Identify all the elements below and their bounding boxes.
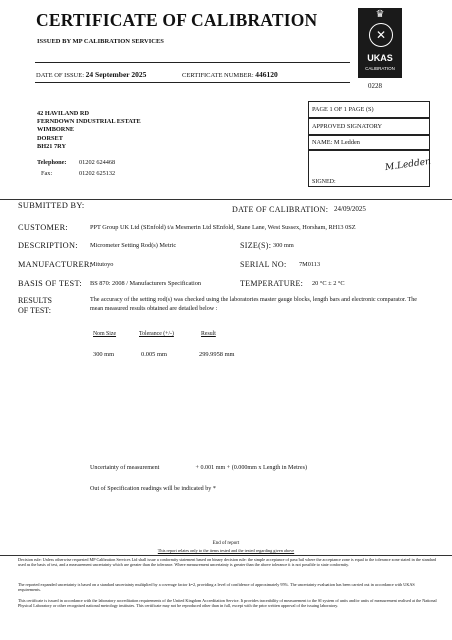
ukas-number: 0228 [368, 82, 382, 90]
page-count: PAGE 1 OF 1 PAGE (S) [308, 101, 430, 118]
basis-of-test-label: BASIS OF TEST: [18, 279, 83, 288]
sizes-label: SIZE(S): [240, 241, 272, 250]
decision-rule: Decision rule: Unless otherwise requested MP Calibration Services Ltd shall issue a conformity statement based on binary decision rule: the simple acceptance of pass/fail where the acceptance zone is equal to the tolerance zone stated in the standard used as the basis of test, and a measurement uncertainty which are greater than the tolerance. Where measurement uncertainty is greater than the above tolerance it is not possible to state conformity. [18, 557, 437, 568]
header-rule-bottom [35, 82, 350, 83]
uncertainty-label: Uncertainty of measurement [90, 465, 160, 471]
certificate-number-value: 446120 [255, 70, 278, 79]
certificate-number [182, 70, 278, 79]
description-label: DESCRIPTION: [18, 241, 78, 250]
date-of-issue-label: DATE OF ISSUE: [36, 72, 85, 79]
results-label [18, 296, 52, 316]
fax-label: Fax: [41, 170, 53, 177]
manufacturer-value: Mitutoyo [90, 261, 114, 268]
fax-value: 01202 625132 [79, 170, 116, 177]
signed-label: SIGNED: [312, 179, 336, 185]
traceability-note: This certificate is issued in accordance with the laboratory accreditation requirements of the United Kingdom Accreditation Service. It provides traceability of measurement to the SI system of units and/or units of measurement realised at the National Physical Laboratory or other recognised national metrology institutes. This certificate may not be reproduced other than in full, except with the prior written approval of the issuing laboratory. [18, 598, 437, 609]
date-of-issue-value: 24 September 2025 [85, 70, 147, 79]
submitted-by-label: SUBMITTED BY: [18, 201, 85, 210]
table-cell: 299.9958 mm [199, 351, 235, 358]
signature-box [308, 150, 430, 187]
section-divider [0, 199, 452, 200]
table-cell: 0.005 mm [141, 351, 167, 358]
ukas-sub: CALIBRATION [365, 66, 395, 71]
signatory-name: NAME: M Ledden [308, 135, 430, 150]
column-header: Nom Size [93, 331, 117, 337]
crown-icon: ♛ [375, 9, 385, 20]
header-rule-top [35, 62, 350, 63]
certificate-title: CERTIFICATE OF CALIBRATION [36, 10, 318, 30]
ukas-logo [358, 8, 402, 78]
sizes-value: 300 mm [273, 242, 294, 249]
temperature-value: 20 °C ± 2 °C [312, 280, 345, 287]
uncertainty-value: + 0.001 mm + (0.000mm x Length in Metres) [195, 465, 308, 471]
out-of-spec-note: Out of Specification readings will be indicated by * [90, 486, 216, 492]
address-line: FERNDOWN INDUSTRIAL ESTATE [37, 118, 141, 126]
contact-numbers [37, 157, 115, 179]
customer-label: CUSTOMER: [18, 223, 69, 232]
telephone-label: Telephone: [37, 159, 67, 166]
description-value: Micrometer Setting Rod(s) Metric [90, 242, 177, 249]
approved-signatory: APPROVED SIGNATORY [308, 118, 430, 135]
certificate-number-label: CERTIFICATE NUMBER: [182, 72, 254, 79]
report-relates-note: This report relates only to the items tested and the tested regarding given above [157, 548, 295, 553]
address-line: DORSET [37, 134, 63, 142]
address-line: 42 HAVILAND RD [37, 110, 90, 117]
date-of-calibration-value: 24/09/2025 [334, 205, 366, 213]
table-cell: 300 mm [93, 351, 115, 358]
column-header: Tolerance (+/-) [139, 331, 174, 337]
column-header: Result [201, 331, 216, 337]
serial-label: SERIAL NO: [240, 260, 287, 269]
address-line: BH21 7RY [37, 142, 66, 150]
laboratory-address [37, 110, 141, 151]
ukas-word: UKAS [367, 53, 393, 63]
customer-value: PPT Group UK Ltd (SEnfold) t/a Mesmerin Ltd SEnfold, Stane Lane, West Sussex, Horsham, RH13 0SZ [90, 224, 356, 231]
results-text: The accuracy of the setting rod(s) was checked using the laboratories master gauge blocks, length bars and electronic comparator. The mean measured results obtained are detailed below : [90, 297, 417, 312]
address-line: WIMBORNE [37, 126, 75, 134]
end-of-report: End of report [212, 541, 240, 546]
ukas-emblem-icon: ✕ [369, 23, 393, 47]
results-label-line: RESULTS [18, 296, 52, 305]
results-label-line: OF TEST: [18, 306, 52, 315]
serial-value: 7M0113 [299, 261, 321, 268]
issued-by: ISSUED BY MP CALIBRATION SERVICES [37, 38, 164, 45]
date-of-calibration-label: DATE OF CALIBRATION: [232, 205, 329, 214]
temperature-label: TEMPERATURE: [240, 279, 304, 288]
telephone-value: 01202 624468 [79, 159, 116, 166]
uncertainty-row [90, 465, 307, 471]
date-of-issue [36, 70, 146, 79]
manufacturer-label: MANUFACTURER: [18, 260, 93, 269]
signature: M.Ledden [384, 156, 432, 174]
basis-of-test-value: BS 870: 2008 / Manufacturers Specification [90, 280, 202, 287]
uncertainty-note: The reported expanded uncertainty is based on a standard uncertainty multiplied by a coverage factor k=2, providing a level of confidence of approximately 95%. The uncertainty evaluation has been carried out in accordance with UKAS requirements. [18, 582, 415, 593]
footer-divider [0, 555, 452, 556]
